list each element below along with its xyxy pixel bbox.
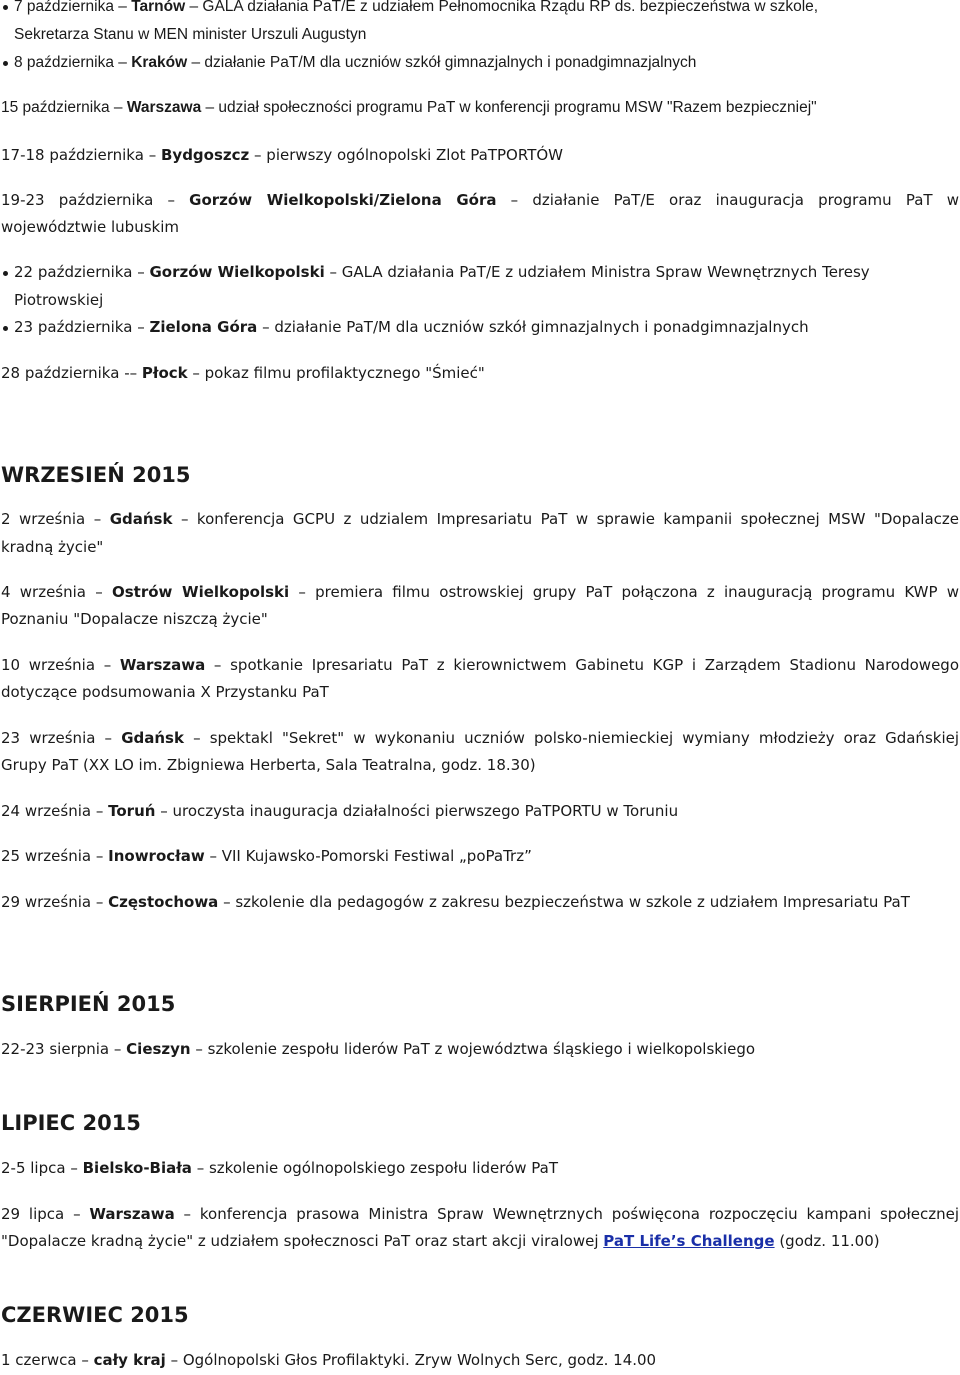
event-entry-continuation: dotyczące podsumowania X Przystanku PaT xyxy=(1,683,329,701)
event-entry: 29 lipca – Warszawa – konferencja prasowa Ministra Spraw Wewnętrznych poświęcona rozpoczęciu kampani społecznej xyxy=(1,1205,960,1223)
section-heading-sierpien: SIERPIEŃ 2015 xyxy=(1,992,176,1016)
event-entry: 25 września – Inowrocław – VII Kujawsko-Pomorski Festiwal „poPaTrz” xyxy=(1,847,532,865)
event-entry-continuation: kradną życie" xyxy=(1,538,104,556)
event-entry: 4 września – Ostrów Wielkopolski – premiera filmu ostrowskiej grupy PaT połączona z inauguracją programu KWP w xyxy=(1,583,959,601)
event-entry: 1 czerwca – cały kraj – Ogólnopolski Głos Profilaktyki. Zryw Wolnych Serc, godz. 14.00 xyxy=(1,1351,657,1369)
event-entry: 28 października -– Płock – pokaz filmu profilaktycznego "Śmieć" xyxy=(1,364,485,382)
section-heading-czerwiec: CZERWIEC 2015 xyxy=(1,1303,189,1327)
list-item: 23 października – Zielona Góra – działanie PaT/M dla uczniów szkół gimnazjalnych i ponadgimnazjalnych xyxy=(1,314,959,341)
section-heading-wrzesien: WRZESIEŃ 2015 xyxy=(1,463,191,487)
event-entry-continuation: "Dopalacze kradną życie" z udziałem społecznosci PaT oraz start akcji viralowej PaT Life’s Challenge (godz. 11.00) xyxy=(1,1232,880,1250)
event-entry: 2 września – Gdańsk – konferencja GCPU z udzialem Impresariatu PaT w sprawie kampanii społecznej MSW "Dopalacze xyxy=(1,510,959,528)
list-item-continuation: Piotrowskiej xyxy=(14,291,104,309)
event-entry-continuation: Poznaniu "Dopalacze niszczą życie" xyxy=(1,610,268,628)
event-entry: 19-23 października – Gorzów Wielkopolski/Zielona Góra – działanie PaT/E oraz inauguracja programu PaT w xyxy=(1,191,959,209)
event-entry: 23 września – Gdańsk – spektakl "Sekret" w wykonaniu uczniów polsko-niemieckiej wymiany młodzieży oraz Gdańskiej xyxy=(1,729,960,747)
event-entry: 2-5 lipca – Bielsko-Biała – szkolenie ogólnopolskiego zespołu liderów PaT xyxy=(1,1159,559,1177)
event-entry: 17-18 października – Bydgoszcz – pierwszy ogólnopolski Zlot PaTPORTÓW xyxy=(1,146,563,164)
list-item: 22 października – Gorzów Wielkopolski – GALA działania PaT/E z udziałem Ministra Spraw Wewnętrznych Teresy xyxy=(1,259,959,286)
list-item: 7 października – Tarnów – GALA działania PaT/E z udziałem Pełnomocnika Rządu RP ds. bezpieczeństwa w szkole, xyxy=(1,0,959,20)
event-entry: 10 września – Warszawa – spotkanie Ipresariatu PaT z kierownictwem Gabinetu KGP i Zarządem Stadionu Narodowego xyxy=(1,656,959,674)
pat-life-challenge-link[interactable]: PaT Life’s Challenge xyxy=(603,1232,775,1250)
section-heading-lipiec: LIPIEC 2015 xyxy=(1,1111,141,1135)
event-entry: 24 września – Toruń – uroczysta inauguracja działalności pierwszego PaTPORTU w Toruniu xyxy=(1,802,679,820)
list-item-continuation: Sekretarza Stanu w MEN minister Urszuli Augustyn xyxy=(14,26,367,43)
event-entry-continuation: Grupy PaT (XX LO im. Zbigniewa Herberta, Sala Teatralna, godz. 18.30) xyxy=(1,756,536,774)
event-entry: 29 września – Częstochowa – szkolenie dla pedagogów z zakresu bezpieczeństwa w szkole z udziałem Impresariatu PaT xyxy=(1,893,910,911)
event-entry: 15 października – Warszawa – udział społeczności programu PaT w konferencji programu MSW "Razem bezpieczniej" xyxy=(1,99,817,116)
event-entry: 22-23 sierpnia – Cieszyn – szkolenie zespołu liderów PaT z województwa śląskiego i wielkopolskiego xyxy=(1,1040,756,1058)
event-entry-continuation: województwie lubuskim xyxy=(1,218,179,236)
list-item: 8 października – Kraków – działanie PaT/M dla uczniów szkół gimnazjalnych i ponadgimnazjalnych xyxy=(1,49,959,76)
